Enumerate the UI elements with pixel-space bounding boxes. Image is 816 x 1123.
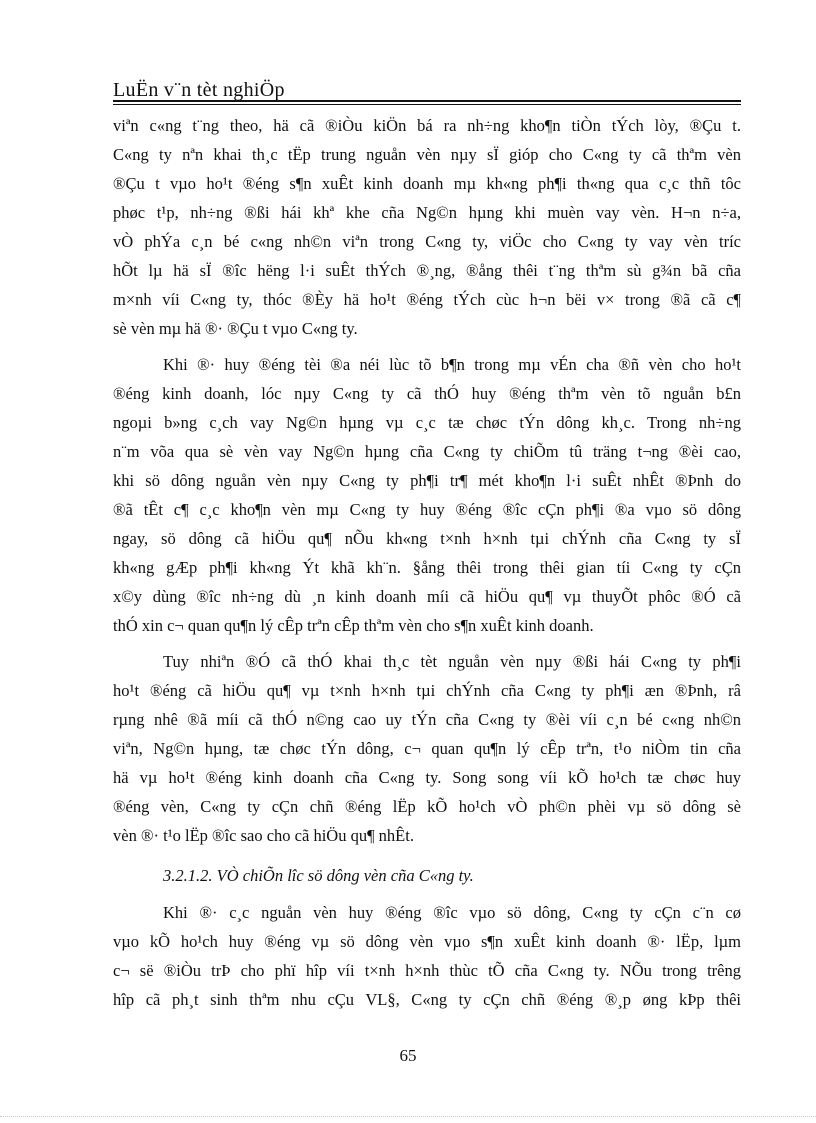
page-header-title: LuËn v¨n tèt nghiÖp <box>113 79 285 101</box>
text-line: sè vèn mµ hä ®· ®Çu t vµo C«ng ty. <box>113 319 358 338</box>
text-line: Tuy nhiªn ®Ó cã thÓ khai th¸c tèt nguån vèn nµy ®ßi hái C«ng ty ph¶i <box>163 652 741 671</box>
text-line: ®Çu t vµo ho¹t ®éng s¶n xuÊt kinh doanh mµ kh«ng ph¶i th«ng qua c¸c thñ tôc <box>113 174 741 193</box>
text-line: khi sö dông nguån vèn nµy C«ng ty ph¶i tr¶ mét kho¶n l·i suÊt nhÊt ®Þnh do <box>113 471 741 490</box>
page-number: 65 <box>399 1046 417 1065</box>
text-line: n¨m võa qua sè vèn vay Ng©n hµng cña C«ng ty chiÕm tû träng t¬ng ®èi cao, <box>113 442 741 461</box>
text-line: viªn c«ng t¨ng theo, hä cã ®iÒu kiÖn bá ra nh÷ng kho¶n tiÒn tÝch lòy, ®Çu t. <box>113 116 741 135</box>
text-line: hÕt lµ hä sÏ ®îc hëng l·i suÊt thÝch ®¸ng, ®ång thêi t¨ng thªm sù g¾n bã cña <box>113 261 741 280</box>
page-bottom-divider <box>0 1116 816 1117</box>
text-line: Khi ®· c¸c nguån vèn huy ®éng ®îc vµo sö dông, C«ng ty cÇn c¨n cø <box>163 903 741 922</box>
text-line: ho¹t ®éng cã hiÖu qu¶ vµ t×nh h×nh tµi chÝnh cña C«ng ty ph¶i æn ®Þnh, râ <box>113 681 741 700</box>
text-line: thÓ xin c¬ quan qu¶n lý cÊp trªn cÊp thªm vèn cho s¶n xuÊt kinh doanh. <box>113 616 594 635</box>
text-line: kh«ng gÆp ph¶i kh«ng Ýt khã kh¨n. §ång thêi trong thêi gian tíi C«ng ty cÇn <box>113 558 741 577</box>
text-line: hä vµ ho¹t ®éng kinh doanh cña C«ng ty. Song song víi kÕ ho¹ch tæ chøc huy <box>113 768 741 787</box>
text-line: hîp cã ph¸t sinh thªm nhu cÇu VL§, C«ng ty cÇn chñ ®éng ®¸p øng kÞp thêi <box>113 990 741 1009</box>
text-line: ®éng vèn, C«ng ty cÇn chñ ®éng lËp kÕ ho¹ch vÒ ph©n phèi vµ sö dông sè <box>113 797 741 816</box>
text-line: vµo kÕ ho¹ch huy ®éng vµ sö dông vèn vµo s¶n xuÊt kinh doanh ®· lËp, lµm <box>113 932 741 951</box>
text-line: vèn ®· t¹o lËp ®îc sao cho cã hiÖu qu¶ nhÊt. <box>113 826 414 845</box>
text-line: c¬ së ®iÒu trÞ cho phï hîp víi t×nh h×nh thùc tÕ cña C«ng ty. NÕu trong trêng <box>113 961 741 980</box>
text-line: x©y dùng ®îc nh÷ng dù ¸n kinh doanh míi cã hiÖu qu¶ vµ thuyÕt phôc ®Ó cã <box>113 587 741 606</box>
text-line: ngay, sö dông cã hiÖu qu¶ nÕu kh«ng t×nh h×nh tµi chÝnh cña C«ng ty sÏ <box>113 529 741 548</box>
text-line: phøc t¹p, nh÷ng ®ßi hái khª khe cña Ng©n hµng khi muèn vay vèn. H¬n n÷a, <box>113 203 741 222</box>
text-line: ®ã tÊt c¶ c¸c kho¶n vèn mµ C«ng ty huy ®éng ®îc cÇn ph¶i ®a vµo sö dông <box>113 500 741 519</box>
text-line: vÒ phÝa c¸n bé c«ng nh©n viªn trong C«ng ty, viÖc cho C«ng ty vay vèn tríc <box>113 232 741 251</box>
text-line: ngoµi b»ng c¸ch vay Ng©n hµng vµ c¸c tæ chøc tÝn dông kh¸c. Trong nh÷ng <box>113 413 741 432</box>
header-rule-thin <box>113 104 741 105</box>
header-rule-thick <box>113 100 741 102</box>
text-line: Khi ®· huy ®éng tèi ®a néi lùc tõ b¶n trong mµ vÉn cha ®ñ vèn cho ho¹t <box>163 355 741 374</box>
text-line: ®éng kinh doanh, lóc nµy C«ng ty cã thÓ huy ®éng thªm vèn tõ nguån b£n <box>113 384 741 403</box>
text-line: C«ng ty nªn khai th¸c tËp trung nguån vèn nµy sÏ gióp cho C«ng ty cã thªm vèn <box>113 145 741 164</box>
text-line: viªn, Ng©n hµng, tæ chøc tÝn dông, c¬ quan qu¶n lý cÊp trªn, t¹o niÒm tin cña <box>113 739 741 758</box>
text-line: m×nh víi C«ng ty, thóc ®Èy hä ho¹t ®éng tÝch cùc h¬n bëi v× trong ®ã cã c¶ <box>113 290 741 309</box>
text-line: rµng nhê ®ã míi cã thÓ n©ng cao uy tÝn cña C«ng ty ®èi víi c¸n bé c«ng nh©n <box>113 710 741 729</box>
section-subheading: 3.2.1.2. VÒ chiÕn lîc sö dông vèn cña C«ng ty. <box>163 866 474 885</box>
